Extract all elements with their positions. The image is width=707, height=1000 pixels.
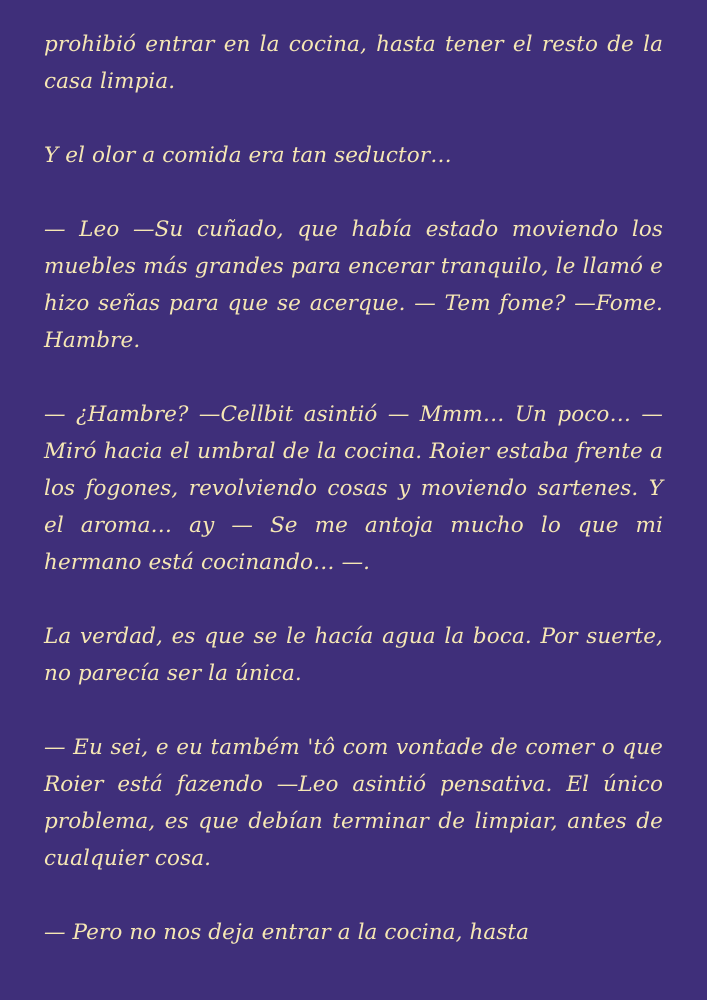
paragraph: — ¿Hambre? —Cellbit asintió — Mmm… Un poco… —Miró hacia el umbral de la cocina. Roier estaba frente a los fogones, revolviendo cosas y moviendo sartenes. Y el aroma… ay — Se me antoja mucho lo que mi hermano está cocinando… —. [44, 402, 663, 575]
paragraph: — Eu sei, e eu também 'tô com vontade de comer o que Roier está fazendo —Leo asintió pensativa. El único problema, es que debían terminar de limpiar, antes de cualquier cosa. [44, 735, 663, 871]
paragraph: La verdad, es que se le hacía agua la boca. Por suerte, no parecía ser la única. [44, 624, 663, 686]
paragraph: prohibió entrar en la cocina, hasta tener el resto de la casa limpia. [44, 32, 663, 94]
paragraph: — Pero no nos deja entrar a la cocina, hasta [44, 920, 530, 945]
paragraph: — Leo —Su cuñado, que había estado moviendo los muebles más grandes para encerar tranquilo, le llamó e hizo señas para que se acerque. — Tem fome? —Fome. Hambre. [44, 217, 663, 353]
paragraph: Y el olor a comida era tan seductor… [44, 143, 452, 168]
